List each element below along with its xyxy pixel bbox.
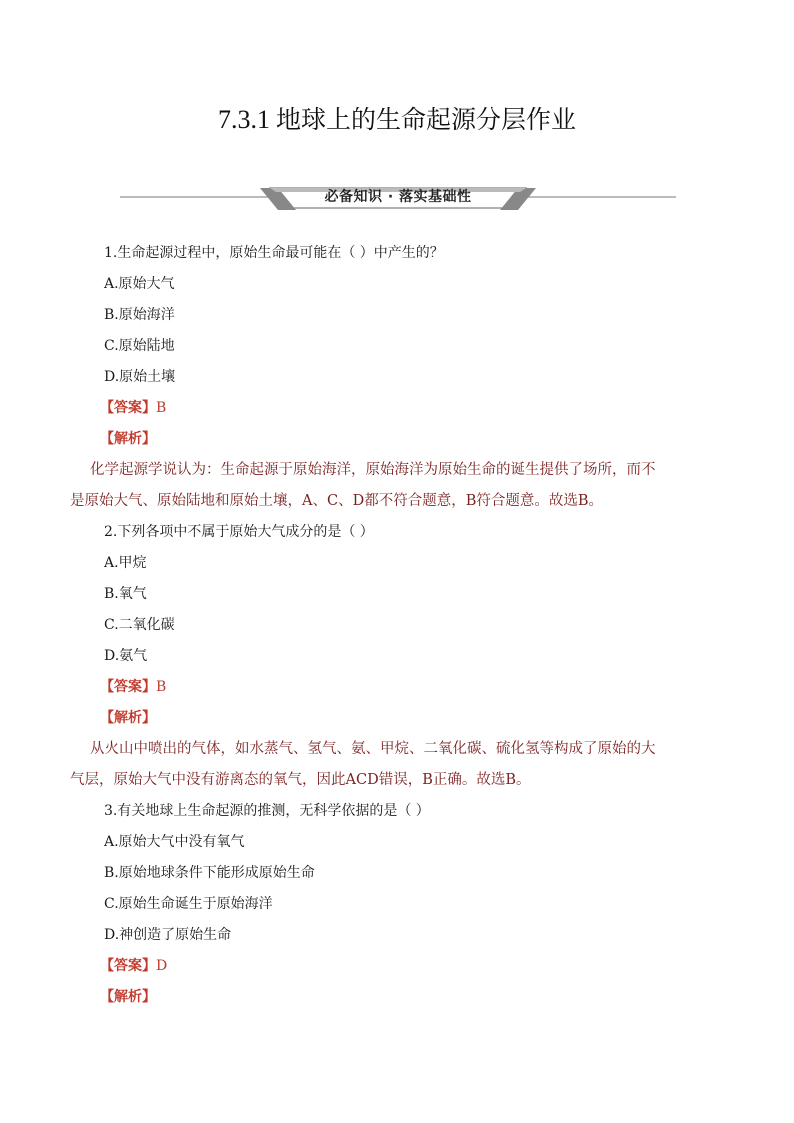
answer-tag: 【答案】 [100, 679, 156, 695]
option: A.原始大气 [104, 276, 175, 292]
title-number: 7.3.1 [217, 105, 270, 134]
answer-line [100, 951, 724, 982]
option: C.二氧化碳 [104, 617, 175, 633]
option: D.原始土壤 [104, 369, 176, 385]
question-item [70, 238, 724, 517]
analysis-tag-line [100, 703, 724, 734]
option: D.神创造了原始生命 [104, 927, 232, 943]
answer-tag: 【答案】 [100, 400, 156, 416]
analysis-tag-line [100, 424, 724, 455]
analysis-line: 从火山中喷出的气体，如水蒸气、氢气、氨、甲烷、二氧化碳、硫化氢等构成了原始的大 [90, 741, 656, 757]
option: A.甲烷 [104, 555, 147, 571]
analysis-line: 是原始大气、原始陆地和原始土壤，A、C、D都不符合题意，B符合题意。故选B。 [70, 493, 603, 509]
option: C.原始陆地 [104, 338, 175, 354]
answer-value: D [156, 958, 168, 974]
analysis-tag: 【解析】 [100, 431, 156, 447]
question-stem: 1.生命起源过程中，原始生命最可能在（ ）中产生的？ [104, 245, 444, 261]
question-stem: 3.有关地球上生命起源的推测，无科学依据的是（ ） [104, 803, 430, 819]
question-item [70, 517, 724, 796]
answer-value: B [156, 679, 167, 695]
answer-line [100, 672, 724, 703]
answer-value: B [156, 400, 167, 416]
answer-line [100, 393, 724, 424]
page-title [0, 100, 794, 136]
option: D.氨气 [104, 648, 148, 664]
section-banner [120, 180, 676, 214]
option: B.原始海洋 [104, 307, 175, 323]
analysis-text [70, 734, 724, 796]
analysis-tag: 【解析】 [100, 989, 156, 1005]
answer-tag: 【答案】 [100, 958, 156, 974]
question-stem: 2.下列各项中不属于原始大气成分的是（ ） [104, 524, 374, 540]
option: A.原始大气中没有氧气 [104, 834, 245, 850]
title-text: 地球上的生命起源分层作业 [275, 105, 576, 134]
question-list [70, 238, 724, 1013]
analysis-tag: 【解析】 [100, 710, 156, 726]
analysis-text [70, 455, 724, 517]
question-item [100, 796, 724, 1013]
option: B.氧气 [104, 586, 147, 602]
analysis-line: 气层，原始大气中没有游离态的氧气，因此ACD错误，B正确。故选B。 [70, 772, 531, 788]
analysis-tag-line [100, 982, 724, 1013]
analysis-line: 化学起源学说认为：生命起源于原始海洋，原始海洋为原始生命的诞生提供了场所，而不 [90, 462, 656, 478]
option: C.原始生命诞生于原始海洋 [104, 896, 273, 912]
option: B.原始地球条件下能形成原始生命 [104, 865, 315, 881]
section-label: 必备知识 · 落实基础性 [324, 189, 472, 205]
